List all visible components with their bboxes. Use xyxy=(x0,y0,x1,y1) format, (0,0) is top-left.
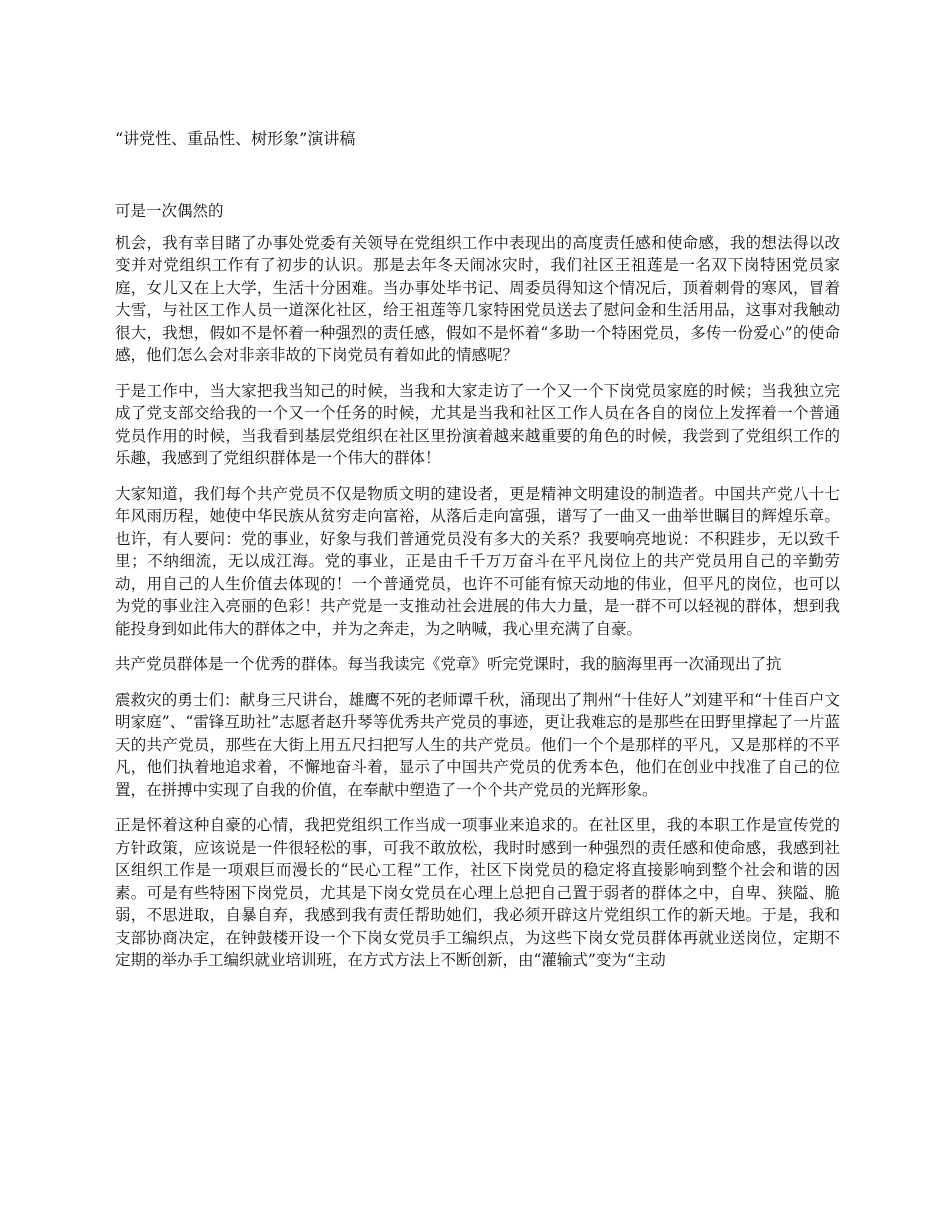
paragraph: 可是一次偶然的 xyxy=(115,202,224,220)
paragraph: 共产党员群体是一个优秀的群体。每当我读完《党章》听完党课时，我的脑海里再一次涌现出了抗 xyxy=(115,655,782,673)
document-title: “讲党性、重品性、树形象”演讲稿 xyxy=(115,129,356,148)
paragraph: 正是怀着这种自豪的心情，我把党组织工作当成一项事业来追求的。在社区里，我的本职工作是宣传党的方针政策，应该说是一件很轻松的事，可我不敢放松，我时时感到一种强烈的责任感和使命感，我感到社区组织工作是一项艰巨而漫长的“民心工程”工作，社区下岗党员的稳定将直接影响到整个社会和谐的因素。可是有些特困下岗党员，尤其是下岗女党员在心理上总把自己置于弱者的群体之中，自卑、狭隘、脆弱，不思进取，自暴自弃，我感到我有责任帮助她们，我必须开辟这片党组织工作的新天地。于是，我和支部协商决定，在钟鼓楼开设一个下岗女党员手工编织点，为这些下岗女党员群体再就业送岗位，定期不定期的举办手工编织就业培训班，在方式方法上不断创新，由“灌输式”变为“主动 xyxy=(115,816,840,969)
paragraph: 机会，我有幸目睹了办事处党委有关领导在党组织工作中表现出的高度责任感和使命感，我的想法得以改变并对党组织工作有了初步的认识。那是去年冬天闹冰灾时，我们社区王祖莲是一名双下岗特困党员家庭，女儿又在上大学，生活十分困难。当办事处毕书记、周委员得知这个情况后，顶着刺骨的寒风，冒着大雪，与社区工作人员一道深化社区，给王祖莲等几家特困党员送去了慰问金和生活用品，这事对我触动很大，我想，假如不是怀着一种强烈的责任感，假如不是怀着“多助一个特困党员，多传一份爱心”的使命感，他们怎么会对非亲非故的下岗党员有着如此的情感呢？ xyxy=(115,233,840,364)
document-body xyxy=(115,200,840,985)
paragraph: 震救灾的勇士们：献身三尺讲台，雄鹰不死的老师谭千秋，涌现出了荆州“十佳好人”刘建平和“十佳百户文明家庭”、“雷锋互助社”志愿者赵升琴等优秀共产党员的事迹，更让我难忘的是那些在田野里撑起了一片蓝天的共产党员，那些在大街上用五尺扫把写人生的共产党员。他们一个个是那样的平凡，又是那样的不平凡，他们执着地追求着，不懈地奋斗着，显示了中国共产党员的优秀本色，他们在创业中找准了自己的位置，在拼搏中实现了自我的价值，在奉献中塑造了一个个共产党员的光辉形象。 xyxy=(115,690,840,799)
paragraph: 大家知道，我们每个共产党员不仅是物质文明的建设者，更是精神文明建设的制造者。中国共产党八十七年风雨历程，她使中华民族从贫穷走向富裕，从落后走向富强，谱写了一曲又一曲举世瞩目的辉煌乐章。也许，有人要问：党的事业，好象与我们普通党员没有多大的关系？我要响亮地说：不积跬步，无以致千里；不纳细流，无以成江海。党的事业，正是由千千万万奋斗在平凡岗位上的共产党员用自己的辛勤劳动，用自己的人生价值去体现的！一个普通党员，也许不可能有惊天动地的伟业，但平凡的岗位，也可以为党的事业注入亮丽的色彩！共产党是一支推动社会进展的伟大力量，是一群不可以轻视的群体，想到我能投身到如此伟大的群体之中，并为之奔走，为之呐喊，我心里充满了自豪。 xyxy=(115,484,840,638)
paragraph: 于是工作中，当大家把我当知己的时候，当我和大家走访了一个又一个下岗党员家庭的时候；当我独立完成了党支部交给我的一个又一个任务的时候，尤其是当我和社区工作人员在各自的岗位上发挥着一个普通党员作用的时候，当我看到基层党组织在社区里扮演着越来越重要的角色的时候，我尝到了党组织工作的乐趣，我感到了党组织群体是一个伟大的群体！ xyxy=(115,381,840,467)
